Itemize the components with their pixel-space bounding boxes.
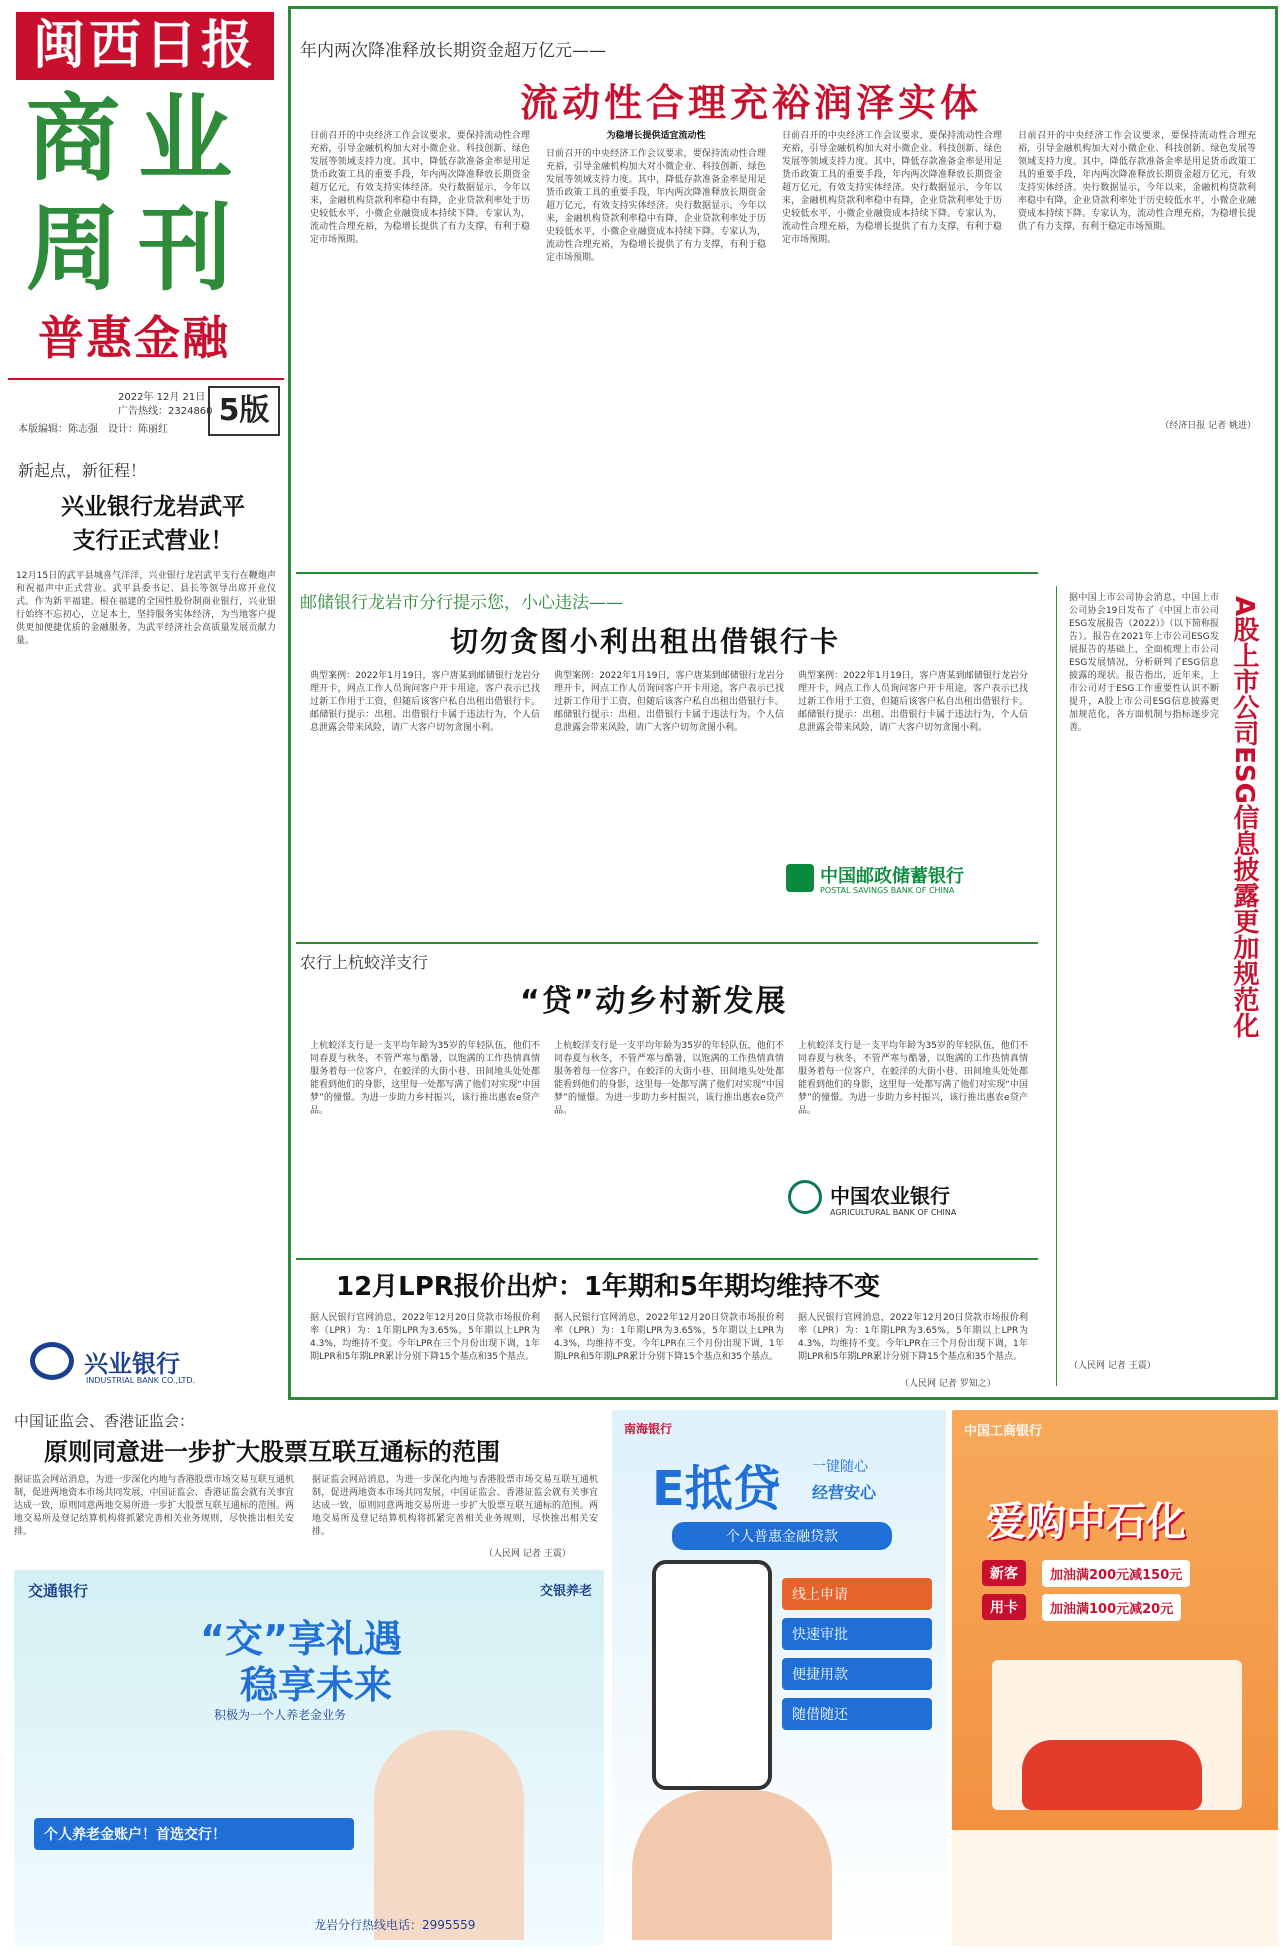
abc-headline: “贷”动乡村新发展 xyxy=(520,984,788,1019)
bocom-account: 个人养老金账户！首选交行！ xyxy=(34,1818,354,1850)
page-number: 5版 xyxy=(208,386,280,436)
icbc-offer1: 加油满200元减150元 xyxy=(1042,1560,1190,1587)
abc-logo-icon xyxy=(788,1180,822,1214)
psbc-logo-icon xyxy=(786,864,814,892)
lpr-body-col3: 据人民银行官网消息，2022年12月20日贷款市场报价利率（LPR）为：1年期LPR为3.65%，5年期以上LPR为4.3%，均维持不变。今年LPR在三个月份出现下调，1年期LPR和5年期LPR累计分别下降15个基点和35个基点。 xyxy=(798,1313,1028,1362)
abc-article xyxy=(300,950,1040,1250)
abc-body-col2: 上杭蛟洋支行是一支平均年龄为35岁的年轻队伍，他们不同春夏与秋冬，不管严寒与酷暑，以饱满的工作热情真情服务着每一位客户，在蛟洋的大街小巷、田间地头处处都能看到他们的身影，这里每一处都写满了他们对实现“中国梦”的憧憬。为进一步助力乡村振兴，该行推出惠农e贷产品。 xyxy=(554,1041,784,1116)
esg-article xyxy=(1056,586,1270,1386)
psbc-logo-cn: 中国邮政储蓄银行 xyxy=(820,866,964,887)
weekly-title-1: 商业 xyxy=(26,85,251,194)
cib-article xyxy=(10,452,282,1402)
ad-bocom[interactable] xyxy=(14,1570,604,1946)
e-loan-steps xyxy=(782,1578,932,1738)
bocom-sub: 积极为一个人养老金业务 xyxy=(214,1708,347,1722)
lpr-body: 据人民银行官网消息，2022年12月20日贷款市场报价利率（LPR）为：1年期LPR为3.65%，5年期以上LPR为4.3%，均维持不变。今年LPR在三个月份出现下调，1年期LPR和5年期LPR累计分别下降15个基点和35个基点。 xyxy=(310,1313,540,1362)
cib-kicker: 新起点，新征程！ xyxy=(18,461,147,480)
cib-headline-2: 支行正式营业！ xyxy=(72,528,234,554)
bocom-line2: 稳享未来 xyxy=(240,1663,393,1707)
cib-logo-icon xyxy=(30,1342,74,1380)
icbc-line2: 用卡 xyxy=(982,1594,1026,1620)
e-loan-brand: 南海银行 xyxy=(624,1422,673,1436)
top-subhead: 为稳增长提供适宜流动性 xyxy=(606,131,706,141)
psbc-logo-en: POSTAL SAVINGS BANK OF CHINA xyxy=(820,886,955,895)
weekly-title-2: 周刊 xyxy=(26,195,251,304)
abc-logo xyxy=(788,1176,1028,1222)
esg-byline: （人民网 记者 王震） xyxy=(1069,1361,1156,1371)
divider-1 xyxy=(296,572,1038,574)
top-body-col4: 日前召开的中央经济工作会议要求，要保持流动性合理充裕，引导金融机构加大对小微企业、科技创新、绿色发展等领域支持力度。其中，降低存款准备金率是用足货币政策工具的重要手段，年内两次降准释放长期资金超万亿元，有效支持实体经济。央行数据显示，今年以来，金融机构贷款利率稳中有降，企业贷款利率处于历史较低水平，小微企业融资成本持续下降。专家认为，流动性合理充裕，为稳增长提供了有力支撑，有利于稳定市场预期。 xyxy=(1018,131,1256,232)
top-body-col2: 日前召开的中央经济工作会议要求，要保持流动性合理充裕，引导金融机构加大对小微企业、科技创新、绿色发展等领域支持力度。其中，降低存款准备金率是用足货币政策工具的重要手段，年内两次降准释放长期资金超万亿元，有效支持实体经济。央行数据显示，今年以来，金融机构贷款利率稳中有降，企业贷款利率处于历史较低水平，小微企业融资成本持续下降。专家认为，流动性合理充裕，为稳增长提供了有力支撑，有利于稳定市场预期。 xyxy=(546,149,766,263)
abc-logo-en: AGRICULTURAL BANK OF CHINA xyxy=(830,1208,957,1217)
psbc-article xyxy=(300,588,1040,938)
icbc-line1: 新客 xyxy=(982,1560,1026,1586)
cib-logo xyxy=(30,1340,260,1392)
divider-3 xyxy=(296,1258,1038,1260)
bocom-logo: 交通银行 xyxy=(28,1582,89,1600)
psbc-body: 典型案例：2022年1月19日，客户唐某到邮储银行龙岩分理开卡，网点工作人员询问客户开卡用途，客户表示已找过新工作用于工资，但随后该客户私自出租出借银行卡。邮储银行提示：出租、出借银行卡属于违法行为，个人信息泄露会带来风险，请广大客户切勿贪图小利。 xyxy=(310,671,540,733)
csrc-headline: 原则同意进一步扩大股票互联互通标的范围 xyxy=(44,1438,500,1466)
icbc-footer xyxy=(952,1830,1278,1946)
csrc-byline: （人民网 记者 王震） xyxy=(484,1549,571,1559)
bocom-line1: “交”享礼遇 xyxy=(200,1617,402,1661)
cib-headline-1: 兴业银行龙岩武平 xyxy=(61,494,245,520)
bocom-person xyxy=(374,1730,524,1940)
e-loan-slogan2: 经营安心 xyxy=(812,1483,877,1502)
icbc-car xyxy=(1022,1740,1202,1810)
icbc-offer2: 加油满100元减20元 xyxy=(1042,1594,1181,1621)
abc-body: 上杭蛟洋支行是一支平均年龄为35岁的年轻队伍，他们不同春夏与秋冬，不管严寒与酷暑，以饱满的工作热情真情服务着每一位客户，在蛟洋的大街小巷、田间地头处处都能看到他们的身影，这里每一处都写满了他们对实现“中国梦”的憧憬。为进一步助力乡村振兴，该行推出惠农e贷产品。 xyxy=(310,1041,540,1116)
lpr-headline: 12月LPR报价出炉：1年期和5年期均维持不变 xyxy=(336,1272,881,1302)
psbc-kicker: 邮储银行龙岩市分行提示您，小心违法—— xyxy=(300,593,623,613)
lpr-article xyxy=(300,1266,1040,1396)
psbc-body-col2: 典型案例：2022年1月19日，客户唐某到邮储银行龙岩分理开卡，网点工作人员询问客户开卡用途，客户表示已找过新工作用于工资，但随后该客户私自出租出借银行卡。邮储银行提示：出租、出借银行卡属于违法行为，个人信息泄露会带来风险，请广大客户切勿贪图小利。 xyxy=(554,671,784,733)
esg-headline: A股上市公司ESG信息披露更加规范化 xyxy=(1229,596,1259,1038)
csrc-article xyxy=(14,1410,604,1560)
icbc-brand: 中国工商银行 xyxy=(964,1424,1043,1439)
issue-date: 2022年 12月 21日 xyxy=(118,392,206,403)
top-kicker: 年内两次降准释放长期资金超万亿元—— xyxy=(300,41,606,61)
e-loan-step: 快速审批 xyxy=(782,1618,932,1650)
cib-logo-en: INDUSTRIAL BANK CO.,LTD. xyxy=(86,1376,196,1385)
top-headline: 流动性合理充裕润泽实体 xyxy=(520,81,983,125)
masthead-rule xyxy=(8,378,284,380)
e-loan-step: 便捷用款 xyxy=(782,1658,932,1690)
e-loan-phone xyxy=(652,1560,772,1790)
abc-kicker: 农行上杭蛟洋支行 xyxy=(300,953,429,972)
esg-body: 据中国上市公司协会消息，中国上市公司协会19日发布了《中国上市公司ESG发展报告（2022）》（以下简称报告）。报告在2021年上市公司ESG发展报告的基础上，全面梳理上市公司ESG发展情况，分析研判了ESG信息披露的现状。报告指出，近年来，上市公司对于ESG工作重要性认识不断提升，A股上市公司ESG信息披露更加规范化，各方面机制与指标逐步完善。 xyxy=(1069,593,1219,733)
psbc-logo xyxy=(786,860,1026,900)
cib-body: 12月15日的武平县城喜气洋洋，兴业银行龙岩武平支行在鞭炮声和祝福声中正式营业。武平县委书记、县长等领导出席开业仪式。作为新平福建、根在福建的全国性股份制商业银行，兴业银行始终不忘初心，立足本土，坚持服务实体经济，为当地客户提供更加便捷优质的金融服务，为武平经济社会高质量发展贡献力量。 xyxy=(16,571,276,646)
lpr-byline: （人民网 记者 罗知之） xyxy=(900,1379,996,1389)
e-loan-sub: 个人普惠金融贷款 xyxy=(672,1522,892,1550)
ad-icbc[interactable] xyxy=(952,1410,1278,1946)
e-loan-step: 随借随还 xyxy=(782,1698,932,1730)
abc-body-col3: 上杭蛟洋支行是一支平均年龄为35岁的年轻队伍，他们不同春夏与秋冬，不管严寒与酷暑，以饱满的工作热情真情服务着每一位客户，在蛟洋的大街小巷、田间地头处处都能看到他们的身影，这里每一处都写满了他们对实现“中国梦”的憧憬。为进一步助力乡村振兴，该行推出惠农e贷产品。 xyxy=(798,1041,1028,1116)
e-loan-hand xyxy=(632,1790,832,1940)
bocom-tag: 交银养老 xyxy=(539,1584,592,1599)
top-byline: （经济日报 记者 姚进） xyxy=(1160,421,1256,431)
e-loan-title: E抵贷 xyxy=(652,1461,781,1517)
lpr-body-col2: 据人民银行官网消息，2022年12月20日贷款市场报价利率（LPR）为：1年期LPR为3.65%，5年期以上LPR为4.3%，均维持不变。今年LPR在三个月份出现下调，1年期LPR和5年期LPR累计分别下降15个基点和35个基点。 xyxy=(554,1313,784,1362)
section-title: 普惠金融 xyxy=(38,311,230,365)
paper-name: 闽西日报 xyxy=(16,12,274,80)
e-loan-slogan1: 一键随心 xyxy=(812,1459,868,1475)
top-body: 日前召开的中央经济工作会议要求，要保持流动性合理充裕，引导金融机构加大对小微企业、科技创新、绿色发展等领域支持力度。其中，降低存款准备金率是用足货币政策工具的重要手段，年内两次降准释放长期资金超万亿元，有效支持实体经济。央行数据显示，今年以来，金融机构贷款利率稳中有降，企业贷款利率处于历史较低水平，小微企业融资成本持续下降。专家认为，流动性合理充裕，为稳增长提供了有力支撑，有利于稳定市场预期。 xyxy=(310,131,530,245)
ad-hotline: 广告热线：2324860 xyxy=(118,406,213,417)
ad-e-loan[interactable] xyxy=(612,1410,946,1946)
editors: 本版编辑：陈志强 设计：陈丽红 xyxy=(18,424,168,435)
csrc-kicker: 中国证监会、香港证监会： xyxy=(14,1412,195,1430)
bocom-hotline: 龙岩分行热线电话：2995559 xyxy=(314,1918,476,1932)
csrc-body: 据证监会网站消息，为进一步深化内地与香港股票市场交易互联互通机制，促进两地资本市场共同发展，中国证监会、香港证监会就有关事宜达成一致，原则同意两地交易所进一步扩大股票互联互通标的范围。两地交易所及登记结算机构将抓紧完善相关业务规则，尽快推出相关安排。 xyxy=(14,1475,294,1537)
abc-logo-cn: 中国农业银行 xyxy=(830,1184,950,1208)
cib-logo-text: 兴业银行 xyxy=(84,1350,180,1378)
e-loan-step: 线上申请 xyxy=(782,1578,932,1610)
psbc-headline: 切勿贪图小利出租出借银行卡 xyxy=(450,625,841,658)
psbc-body-col3: 典型案例：2022年1月19日，客户唐某到邮储银行龙岩分理开卡，网点工作人员询问客户开卡用途，客户表示已找过新工作用于工资，但随后该客户私自出租出借银行卡。邮储银行提示：出租、出借银行卡属于违法行为，个人信息泄露会带来风险，请广大客户切勿贪图小利。 xyxy=(798,671,1028,733)
masthead xyxy=(8,8,284,448)
top-body-col3: 日前召开的中央经济工作会议要求，要保持流动性合理充裕，引导金融机构加大对小微企业、科技创新、绿色发展等领域支持力度。其中，降低存款准备金率是用足货币政策工具的重要手段，年内两次降准释放长期资金超万亿元，有效支持实体经济。央行数据显示，今年以来，金融机构贷款利率稳中有降，企业贷款利率处于历史较低水平，小微企业融资成本持续下降。专家认为，流动性合理充裕，为稳增长提供了有力支撑，有利于稳定市场预期。 xyxy=(782,131,1002,245)
csrc-body-col2: 据证监会网站消息，为进一步深化内地与香港股票市场交易互联互通机制，促进两地资本市场共同发展，中国证监会、香港证监会就有关事宜达成一致，原则同意两地交易所进一步扩大股票互联互通标的范围。两地交易所及登记结算机构将抓紧完善相关业务规则，尽快推出相关安排。 xyxy=(312,1475,598,1537)
divider-2 xyxy=(296,942,1038,944)
top-article xyxy=(300,36,1266,446)
icbc-title: 爱购中石化 xyxy=(986,1499,1186,1545)
